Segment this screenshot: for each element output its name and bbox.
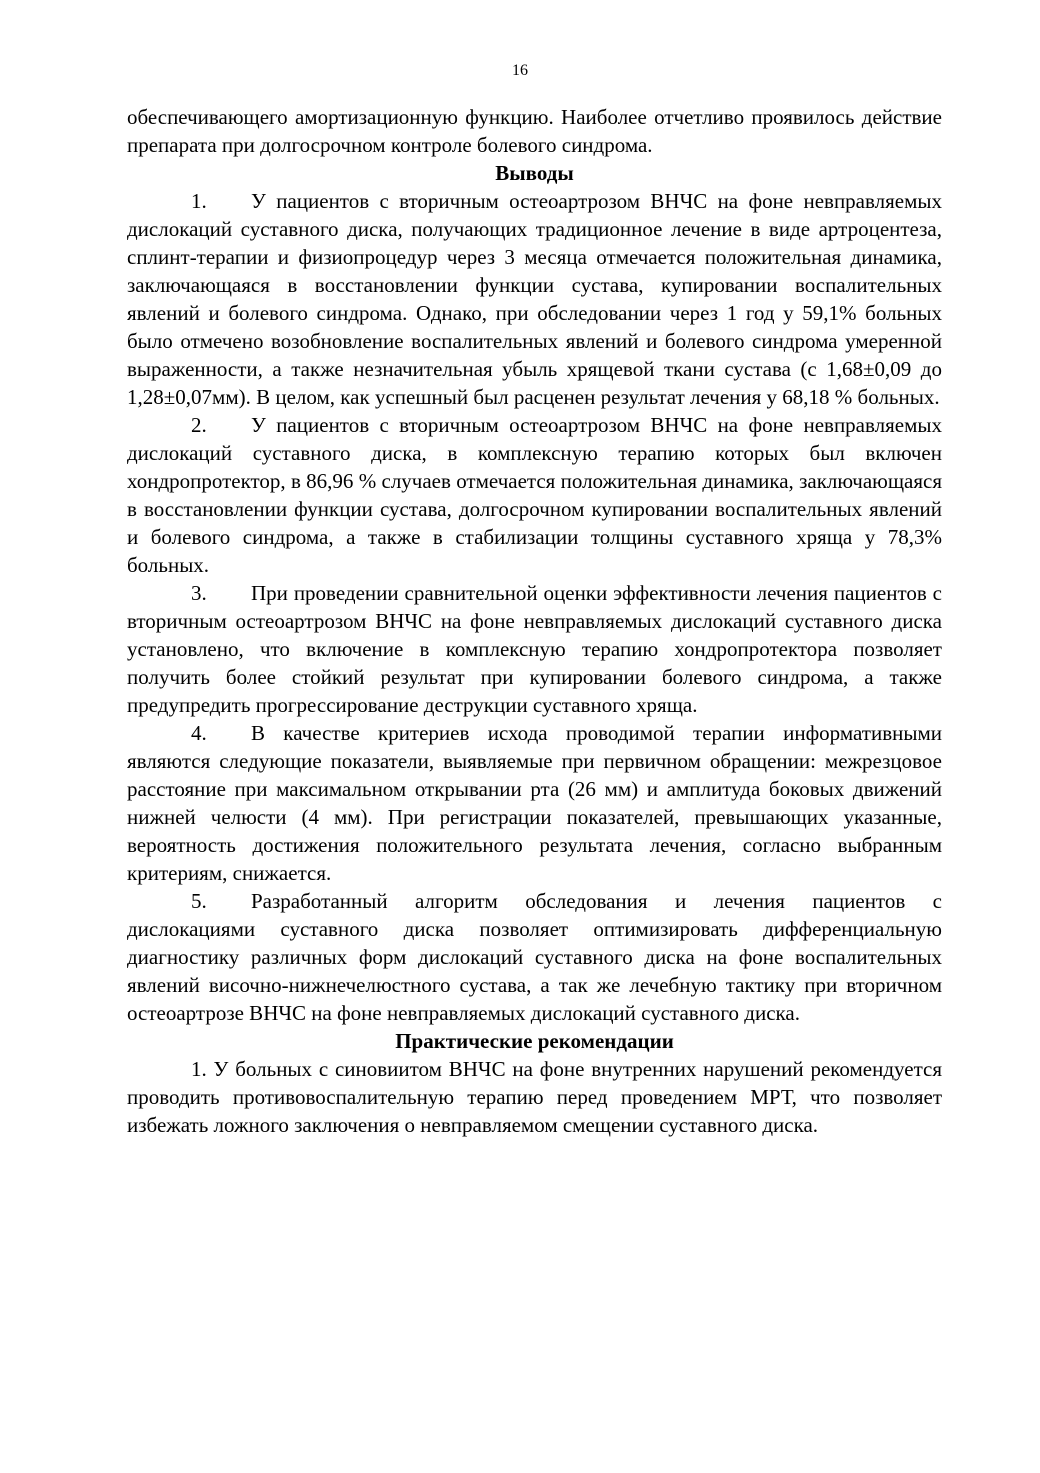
- conclusion-item-number: 3.: [191, 581, 207, 605]
- conclusions-heading: Выводы: [495, 161, 574, 185]
- conclusion-item-text: В качестве критериев исхода проводимой терапии информативными являются следующие показатели, выявляемые при первичном обращении: межрезцовое расстояние при максимальном открывании рта (26 мм) и амплитуда боковых движений нижней челюсти (4 мм). При регистрации показателей, превышающих указанные, вероятность достижения положительного результата лечения, согласно выбранным критериям, снижается.: [127, 721, 942, 885]
- conclusion-item-2: [127, 411, 942, 579]
- conclusion-item-number: 1.: [191, 189, 207, 213]
- conclusion-item-1: [127, 187, 942, 411]
- conclusion-item-text: У пациентов с вторичным остеоартрозом ВНЧС на фоне невправляемых дислокаций суставного диска, в комплексную терапию которых был включен хондропротектор, в 86,96 % случаев отмечается положительная динамика, заключающаяся в восстановлении функции сустава, долгосрочном купировании воспалительных явлений и болевого синдрома, а также в стабилизации толщины суставного хряща у 78,3% больных.: [127, 413, 942, 577]
- conclusion-item-number: 4.: [191, 721, 207, 745]
- conclusion-item-5: [127, 887, 942, 1027]
- conclusion-item-number: 2.: [191, 413, 207, 437]
- page-number: 16: [512, 62, 528, 79]
- conclusion-item-number: 5.: [191, 889, 207, 913]
- conclusion-item-text: У пациентов с вторичным остеоартрозом ВНЧС на фоне невправляемых дислокаций суставного диска, получающих традиционное лечение в виде артроцентеза, сплинт-терапии и физиопроцедур через 3 месяца отмечается положительная динамика, заключающаяся в восстановлении функции сустава, купировании воспалительных явлений и болевого синдрома. Однако, при обследовании через 1 год у 59,1% больных было отмечено возобновление воспалительных явлений и болевого синдрома умеренной выраженности, а также незначительная убыль хрящевой ткани сустава (с 1,68±0,09 до 1,28±0,07мм). В целом, как успешный был расценен результат лечения у 68,18 % больных.: [127, 189, 942, 409]
- conclusion-item-text: Разработанный алгоритм обследования и лечения пациентов с дислокациями суставного диска позволяет оптимизировать дифференциальную диагностику различных форм дислокаций суставного диска на фоне воспалительных явлений височно-нижнечелюстного сустава, а так же лечебную тактику при вторичном остеоартрозе ВНЧС на фоне невправляемых дислокаций суставного диска.: [127, 889, 942, 1025]
- intro-paragraph: обеспечивающего амортизационную функцию. Наиболее отчетливо проявилось действие препарата при долгосрочном контроле болевого синдрома.: [127, 105, 942, 157]
- conclusion-item-text: При проведении сравнительной оценки эффективности лечения пациентов с вторичным остеоартрозом ВНЧС на фоне невправляемых дислокаций суставного диска установлено, что включение в комплексную терапию хондропротектора позволяет получить более стойкий результат при купировании болевого синдрома, а также предупредить прогрессирование деструкции суставного хряща.: [127, 581, 942, 717]
- document-body: [127, 103, 942, 1139]
- conclusion-item-3: [127, 579, 942, 719]
- conclusion-item-4: [127, 719, 942, 887]
- recommendation-item-1: 1. У больных с синовиитом ВНЧС на фоне внутренних нарушений рекомендуется проводить противовоспалительную терапию перед проведением МРТ, что позволяет избежать ложного заключения о невправляемом смещении суставного диска.: [127, 1057, 942, 1137]
- recommendations-heading: Практические рекомендации: [395, 1029, 674, 1053]
